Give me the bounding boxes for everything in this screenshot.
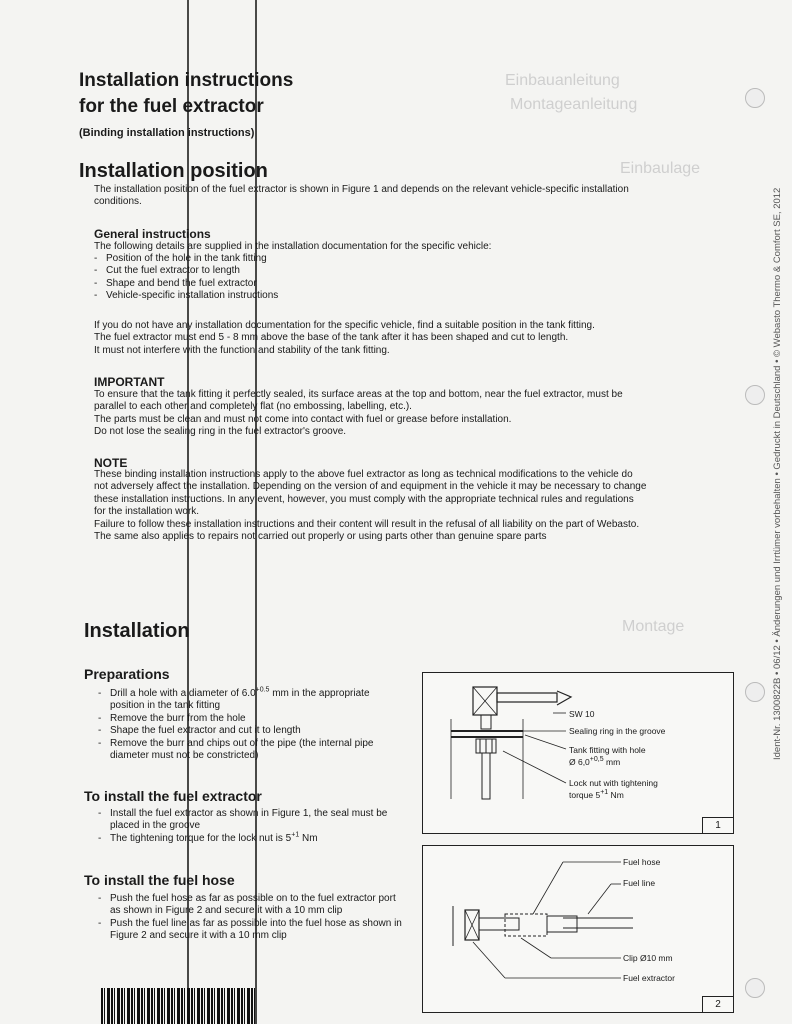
text-line: If you do not have any installation documentation for the specific vehicle, find a suitable position in the tank fitting. [94,320,595,331]
general-intro: The following details are supplied in the installation documentation for the specific vehicle: [94,241,492,252]
figure-1 [422,672,734,834]
label-lock-nut: Lock nut with tightening [569,778,658,788]
figure-2-number: 2 [702,996,733,1012]
figure-1-number: 1 [702,817,733,833]
label-fuel-hose: Fuel hose [623,857,661,867]
figure-2 [422,845,734,1013]
text-line: It must not interfere with the function and stability of the tank fitting. [94,344,390,356]
list-item: - Remove the burr from the hole [98,713,398,725]
text-line: The parts must be clean and must not come into contact with fuel or grease before installation. [94,413,512,425]
side-imprint: Ident-Nr. 1300822B • 06/12 • Änderungen und Irrtümer vorbehalten • Gedruckt in Deutschland • © Webasto Thermo & Comfort SE, 2012 [772,187,783,760]
text-line: These binding installation instructions apply to the above fuel extractor as long as technical modifications to the vehicle do [94,469,633,480]
section-heading-installation: Installation [84,620,190,642]
list-item: - Push the fuel line as far as possible into the fuel hose as shown in Figure 2 and secure it with a 10 mm clip [98,918,408,943]
preparations-list [98,688,398,762]
note-heading: NOTE [94,456,128,470]
label-hole-diameter: Ø $6,0^{+0,5}$ mm [569,756,621,767]
text-line: not adversely affect the installation. Depending on the version of and equipment in the vehicle it may be necessary to change [94,481,647,493]
general-list [94,253,278,303]
extractor-list [98,808,388,845]
label-torque: torque $5^{+1}$ Nm [569,789,624,800]
text-line: Do not lose the sealing ring in the fuel extractor's groove. [94,426,347,438]
list-item: - Shape the fuel extractor and cut it to length [98,725,398,737]
text-line: parallel to each other and completely flat (no embossing, labelling, etc.). [94,401,412,413]
label-sw10: SW 10 [569,709,595,719]
list-item: - Drill a hole with a diameter of $6.0^{+0.5}$ mm in the appropriate position in the tank fitting [98,688,398,713]
punch-hole [745,88,765,108]
label-clip: Clip Ø10 mm [623,953,673,963]
leader-lines [423,846,733,1012]
label-sealing-ring: Sealing ring in the groove [569,726,666,736]
list-item: - Shape and bend the fuel extractor [94,278,278,290]
list-item: - The tightening torque for the lock nut is $5^{+1}$ Nm [98,833,388,845]
bleed-through-text: Montageanleitung [510,96,638,113]
list-item: - Position of the hole in the tank fitting [94,253,278,265]
text-line: these installation instructions. In any event, however, you must comply with the appropriate technical rules and regulations [94,493,634,505]
text-line: The fuel extractor must end 5 - 8 mm above the base of the tank after it has been shaped and cut to length. [94,332,569,344]
list-item: - Cut the fuel extractor to length [94,265,278,277]
punch-hole [745,682,765,702]
important-paragraph [94,389,623,439]
list-item: - Push the fuel hose as far as possible on to the fuel extractor port as shown in Figure 2 and secure it with a 10 mm clip [98,893,408,918]
hose-list [98,893,408,943]
section-heading-installation-position: Installation position [79,160,268,182]
label-fuel-extractor: Fuel extractor [623,973,675,983]
important-heading: IMPORTANT [94,375,165,389]
install-hose-heading: To install the fuel hose [84,872,235,888]
barcode [101,988,256,1024]
text-line: To ensure that the tank fitting it perfectly sealed, its surface areas at the top and bottom, near the fuel extractor, must be [94,389,623,400]
text-line: The installation position of the fuel extractor is shown in Figure 1 and depends on the relevant vehicle-specific installation [94,184,629,195]
note-paragraph [94,469,646,543]
text-line: conditions. [94,196,142,208]
label-fuel-line: Fuel line [623,878,656,888]
list-item: - Install the fuel extractor as shown in Figure 1, the seal must be placed in the groove [98,808,388,833]
intro-paragraph [94,184,629,209]
text-line: Failure to follow these installation instructions and their content will result in the refusal of all liability on the part of Webasto. [94,518,640,530]
general-instructions-heading: General instructions [94,227,211,241]
list-item: - Vehicle-specific installation instructions [94,290,278,302]
list-item: - Remove the burr and chips out of the pipe (the internal pipe diameter must not be constricted) [98,738,398,763]
document-subtitle: (Binding installation instructions) [79,127,255,139]
punch-hole [745,978,765,998]
bleed-through-text: Montage [622,618,685,635]
install-extractor-heading: To install the fuel extractor [84,788,262,804]
document-title: Installation instructions [79,70,294,91]
no-documentation-paragraph [94,320,595,357]
punch-hole [745,385,765,405]
text-line: The same also applies to repairs not carried out properly or using parts other than genuine spare parts [94,531,547,543]
label-tank-fitting: Tank fitting with hole [569,745,646,755]
preparations-heading: Preparations [84,666,170,682]
document-title-line2: for the fuel extractor [79,96,264,117]
text-line: for the installation work. [94,506,200,518]
bleed-through-text: Einbauanleitung [505,72,620,89]
bleed-through-text: Einbaulage [620,160,701,177]
